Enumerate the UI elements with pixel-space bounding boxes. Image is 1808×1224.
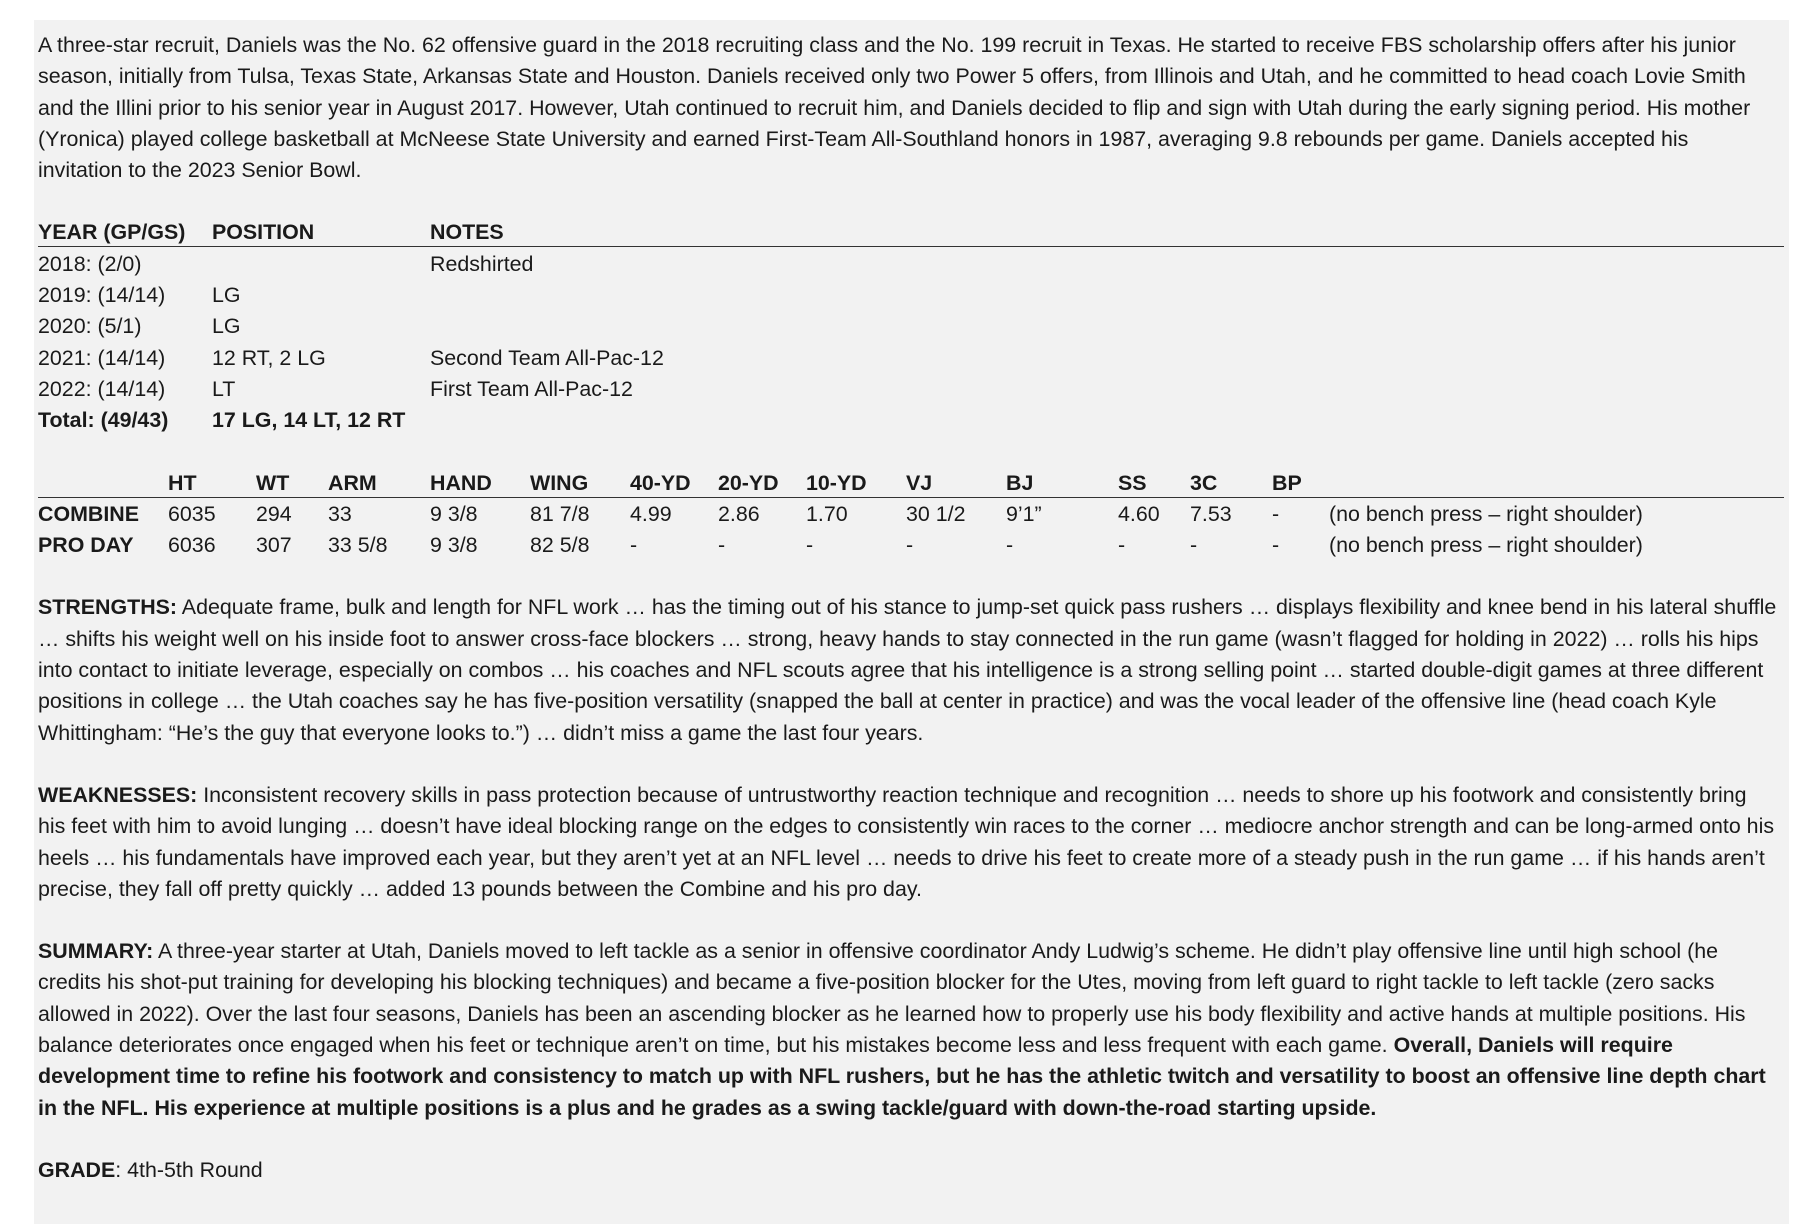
meas-header-vj: VJ: [906, 470, 933, 495]
career-header-row: [38, 217, 1784, 248]
career-header-rule: [38, 246, 1784, 247]
meas-header-40yd: 40-YD: [630, 470, 691, 495]
meas-cell: 294: [256, 501, 292, 526]
meas-cell: -: [718, 533, 726, 558]
meas-row-label: PRO DAY: [38, 533, 134, 558]
meas-cell: 6036: [168, 533, 216, 558]
table-row: [38, 249, 1784, 280]
meas-cell: 4.99: [630, 501, 672, 526]
meas-header-ss: SS: [1118, 470, 1147, 495]
strengths-section: [38, 592, 1778, 748]
career-notes: Second Team All-Pac-12: [430, 345, 664, 370]
summary-text: A three-year starter at Utah, Daniels moved to left tackle as a senior in offensive coordinator Andy Ludwig’s scheme. He didn’t play offensive line until high school (he credits his shot-put training for developing his blocking techniques) and became a five-position blocker for the Utes, moving from left guard to right tackle to left tackle (zero sacks allowed in 2022). Over the last four seasons, Daniels has been an ascending blocker as he learned how to properly use his body flexibility and active hands at multiple positions. His balance deteriorates once engaged when his feet or technique aren’t on time, but his mistakes become less and less frequent with each game.: [38, 939, 1746, 1058]
career-header-year: YEAR (GP/GS): [38, 220, 186, 245]
grade-label: GRADE: [38, 1157, 116, 1182]
measurables-header-row: [38, 468, 1784, 499]
measurables-header-rule: [38, 497, 1784, 498]
career-notes: Redshirted: [430, 251, 534, 276]
summary-bold-text: Overall, Daniels will require development time to refine his footwork and consistency to match up with NFL rushers, but he has the athletic twitch and versatility to boost an offensive line depth chart in the NFL. His experience at multiple positions is a plus and he grades as a swing tackle/guard with down-the-road starting upside.: [38, 1033, 1766, 1120]
weaknesses-label: WEAKNESSES:: [38, 782, 198, 807]
career-year: 2021: (14/14): [38, 345, 166, 370]
meas-note: (no bench press – right shoulder): [1329, 501, 1643, 526]
meas-cell: 30 1/2: [906, 501, 966, 526]
meas-header-20yd: 20-YD: [718, 470, 779, 495]
meas-note: (no bench press – right shoulder): [1329, 533, 1643, 558]
career-notes: First Team All-Pac-12: [430, 376, 633, 401]
career-year: 2020: (5/1): [38, 314, 142, 339]
career-year: 2022: (14/14): [38, 376, 166, 401]
meas-cell: -: [1006, 533, 1014, 558]
career-year: 2018: (2/0): [38, 251, 142, 276]
meas-header-hand: HAND: [430, 470, 492, 495]
meas-header-arm: ARM: [328, 470, 377, 495]
meas-cell: 81 7/8: [530, 501, 590, 526]
meas-row-label: COMBINE: [38, 501, 140, 526]
strengths-text: Adequate frame, bulk and length for NFL work … has the timing out of his stance to jump-set quick pass rushers … displays flexibility and knee bend in his lateral shuffle … shifts his weight well on his inside foot to answer cross-face blockers … strong, heavy hands to stay connected in the run game (wasn’t flagged for holding in 2022) … rolls his hips into contact to initiate leverage, especially on combos … his coaches and NFL scouts agree that his intelligence is a strong selling point … started double-digit games at three different positions in college … the Utah coaches say he has five-position versatility (snapped the ball at center in practice) and was the vocal leader of the offensive line (head coach Kyle Whittingham: “He’s the guy that everyone looks to.”) … didn’t miss a game the last four years.: [38, 595, 1777, 745]
career-table: [38, 217, 1784, 436]
career-header-notes: NOTES: [430, 220, 504, 245]
meas-cell: 9 3/8: [430, 533, 478, 558]
meas-cell: 82 5/8: [530, 533, 590, 558]
report-sheet: [34, 20, 1789, 1224]
career-total-positions: 17 LG, 14 LT, 12 RT: [212, 408, 406, 433]
strengths-label: STRENGTHS:: [38, 595, 178, 620]
meas-cell: -: [906, 533, 914, 558]
meas-header-bp: BP: [1272, 470, 1302, 495]
meas-cell: -: [1272, 533, 1280, 558]
career-position: LT: [212, 376, 236, 401]
meas-cell: 2.86: [718, 501, 760, 526]
meas-cell: 33: [328, 501, 352, 526]
meas-cell: -: [1118, 533, 1126, 558]
summary-section: [38, 936, 1778, 1124]
meas-cell: 9’1”: [1006, 501, 1042, 526]
table-row: [38, 343, 1784, 374]
meas-cell: -: [1272, 501, 1280, 526]
meas-cell: -: [806, 533, 814, 558]
grade-section: [38, 1155, 1778, 1186]
grade-value: : 4th-5th Round: [115, 1157, 263, 1182]
meas-cell: 7.53: [1190, 501, 1232, 526]
meas-cell: 4.60: [1118, 501, 1160, 526]
summary-label: SUMMARY:: [38, 939, 154, 964]
measurables-table: [38, 468, 1784, 562]
career-total-label: Total: (49/43): [38, 408, 169, 433]
meas-cell: 33 5/8: [328, 533, 388, 558]
table-row: [38, 311, 1784, 342]
table-row: [38, 280, 1784, 311]
weaknesses-text: Inconsistent recovery skills in pass protection because of untrustworthy reaction technique and recognition … needs to shore up his footwork and consistently bring his feet with him to avoid lunging … doesn’t have ideal blocking range on the edges to consistently win races to the corner … mediocre anchor strength and can be long-armed onto his heels … his fundamentals have improved each year, but they aren’t yet at an NFL level … needs to drive his feet to create more of a steady push in the run game … if his hands aren’t precise, they fall off pretty quickly … added 13 pounds between the Combine and his pro day.: [38, 782, 1775, 901]
career-position: LG: [212, 283, 241, 308]
meas-header-ht: HT: [168, 470, 197, 495]
career-header-position: POSITION: [212, 220, 315, 245]
meas-cell: -: [630, 533, 638, 558]
weaknesses-section: [38, 780, 1778, 905]
career-total-row: [38, 405, 1784, 436]
meas-cell: 1.70: [806, 501, 848, 526]
career-position: LG: [212, 314, 241, 339]
meas-header-bj: BJ: [1006, 470, 1034, 495]
meas-header-wt: WT: [256, 470, 290, 495]
meas-header-10yd: 10-YD: [806, 470, 867, 495]
table-row: [38, 374, 1784, 405]
table-row: [38, 530, 1784, 561]
table-row: [38, 499, 1784, 530]
meas-header-3c: 3C: [1190, 470, 1218, 495]
meas-cell: 6035: [168, 501, 216, 526]
career-year: 2019: (14/14): [38, 283, 166, 308]
meas-cell: 9 3/8: [430, 501, 478, 526]
career-position: 12 RT, 2 LG: [212, 345, 326, 370]
meas-header-wing: WING: [530, 470, 589, 495]
meas-cell: 307: [256, 533, 292, 558]
intro-paragraph: A three-star recruit, Daniels was the No. 62 offensive guard in the 2018 recruiting class and the No. 199 recruit in Texas. He started to receive FBS scholarship offers after his junior season, initially from Tulsa, Texas State, Arkansas State and Houston. Daniels received only two Power 5 offers, from Illinois and Utah, and he committed to head coach Lovie Smith and the Illini prior to his senior year in August 2017. However, Utah continued to recruit him, and Daniels decided to flip and sign with Utah during the early signing period. His mother (Yronica) played college basketball at McNeese State University and earned First-Team All-Southland honors in 1987, averaging 9.8 rebounds per game. Daniels accepted his invitation to the 2023 Senior Bowl.: [38, 33, 1751, 183]
meas-cell: -: [1190, 533, 1198, 558]
